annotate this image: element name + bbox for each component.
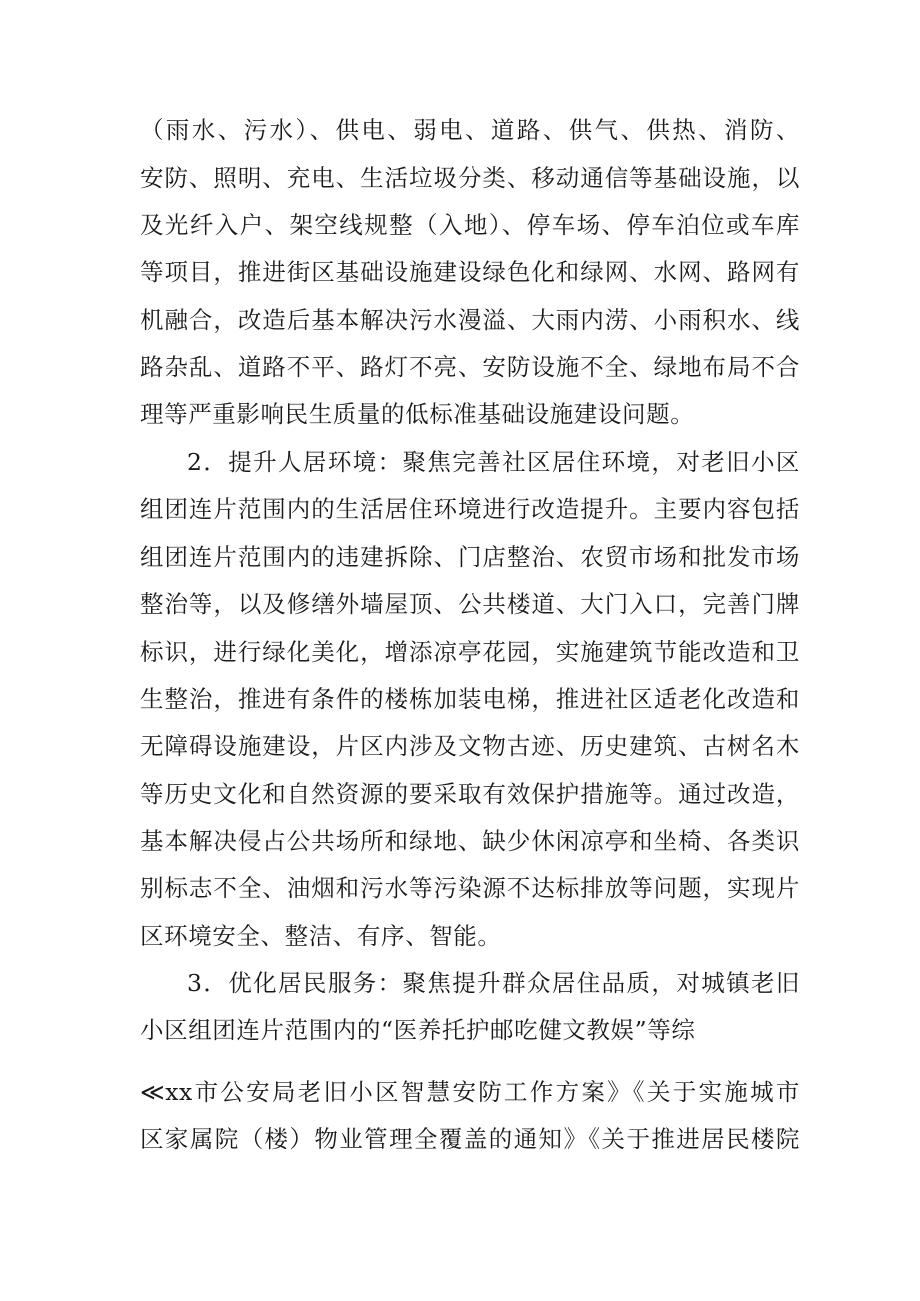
text-line-15: 等历史文化和自然资源的要采取有效保护措施等。通过改造， — [140, 780, 800, 808]
text-line-3: 及光纤入户、架空线规整（入地）、停车场、停车泊位或车库 — [140, 211, 800, 239]
text-line-21: ≪xx市公安局老旧小区智慧安防工作方案》《关于实施城市 — [140, 1078, 800, 1106]
text-line-7: 理等严重影响民生质量的低标准基础设施建设问题。 — [140, 400, 695, 428]
text-line-19: 3．优化居民服务：聚焦提升群众居住品质，对城镇老旧 — [187, 969, 800, 997]
text-line-6: 路杂乱、道路不平、路灯不亮、安防设施不全、绿地布局不合 — [140, 353, 800, 381]
text-line-2: 安防、照明、充电、生活垃圾分类、移动通信等基础设施，以 — [140, 164, 800, 192]
text-line-1: （雨水、污水）、供电、弱电、道路、供气、供热、消防、 — [140, 116, 800, 144]
text-line-4: 等项目，推进街区基础设施建设绿色化和绿网、水网、路网有 — [140, 258, 800, 286]
text-line-20: 小区组团连片范围内的“医养托护邮吃健文教娱”等综 — [140, 1016, 696, 1044]
text-line-8: 2．提升人居环境：聚焦完善社区居住环境，对老旧小区 — [187, 448, 800, 476]
text-line-16: 基本解决侵占公共场所和绿地、缺少休闲凉亭和坐椅、各类识 — [140, 827, 800, 855]
text-line-9: 组团连片范围内的生活居住环境进行改造提升。主要内容包括 — [140, 495, 800, 523]
text-line-5: 机融合，改造后基本解决污水漫溢、大雨内涝、小雨积水、线 — [140, 306, 800, 334]
text-line-17: 别标志不全、油烟和污水等污染源不达标排放等问题，实现片 — [140, 874, 800, 902]
text-line-18: 区环境安全、整洁、有序、智能。 — [140, 922, 502, 950]
text-line-12: 标识，进行绿化美化，增添凉亭花园，实施建筑节能改造和卫 — [140, 638, 800, 666]
text-line-13: 生整治，推进有条件的楼栋加装电梯，推进社区适老化改造和 — [140, 685, 800, 713]
text-line-22: 区家属院（楼）物业管理全覆盖的通知》《关于推进居民楼院 — [140, 1125, 800, 1153]
text-line-10: 组团连片范围内的违建拆除、门店整治、农贸市场和批发市场 — [140, 543, 800, 571]
text-line-14: 无障碍设施建设，片区内涉及文物古迹、历史建筑、古树名木 — [140, 732, 800, 760]
text-line-11: 整治等，以及修缮外墙屋顶、公共楼道、大门入口，完善门牌 — [140, 590, 800, 618]
